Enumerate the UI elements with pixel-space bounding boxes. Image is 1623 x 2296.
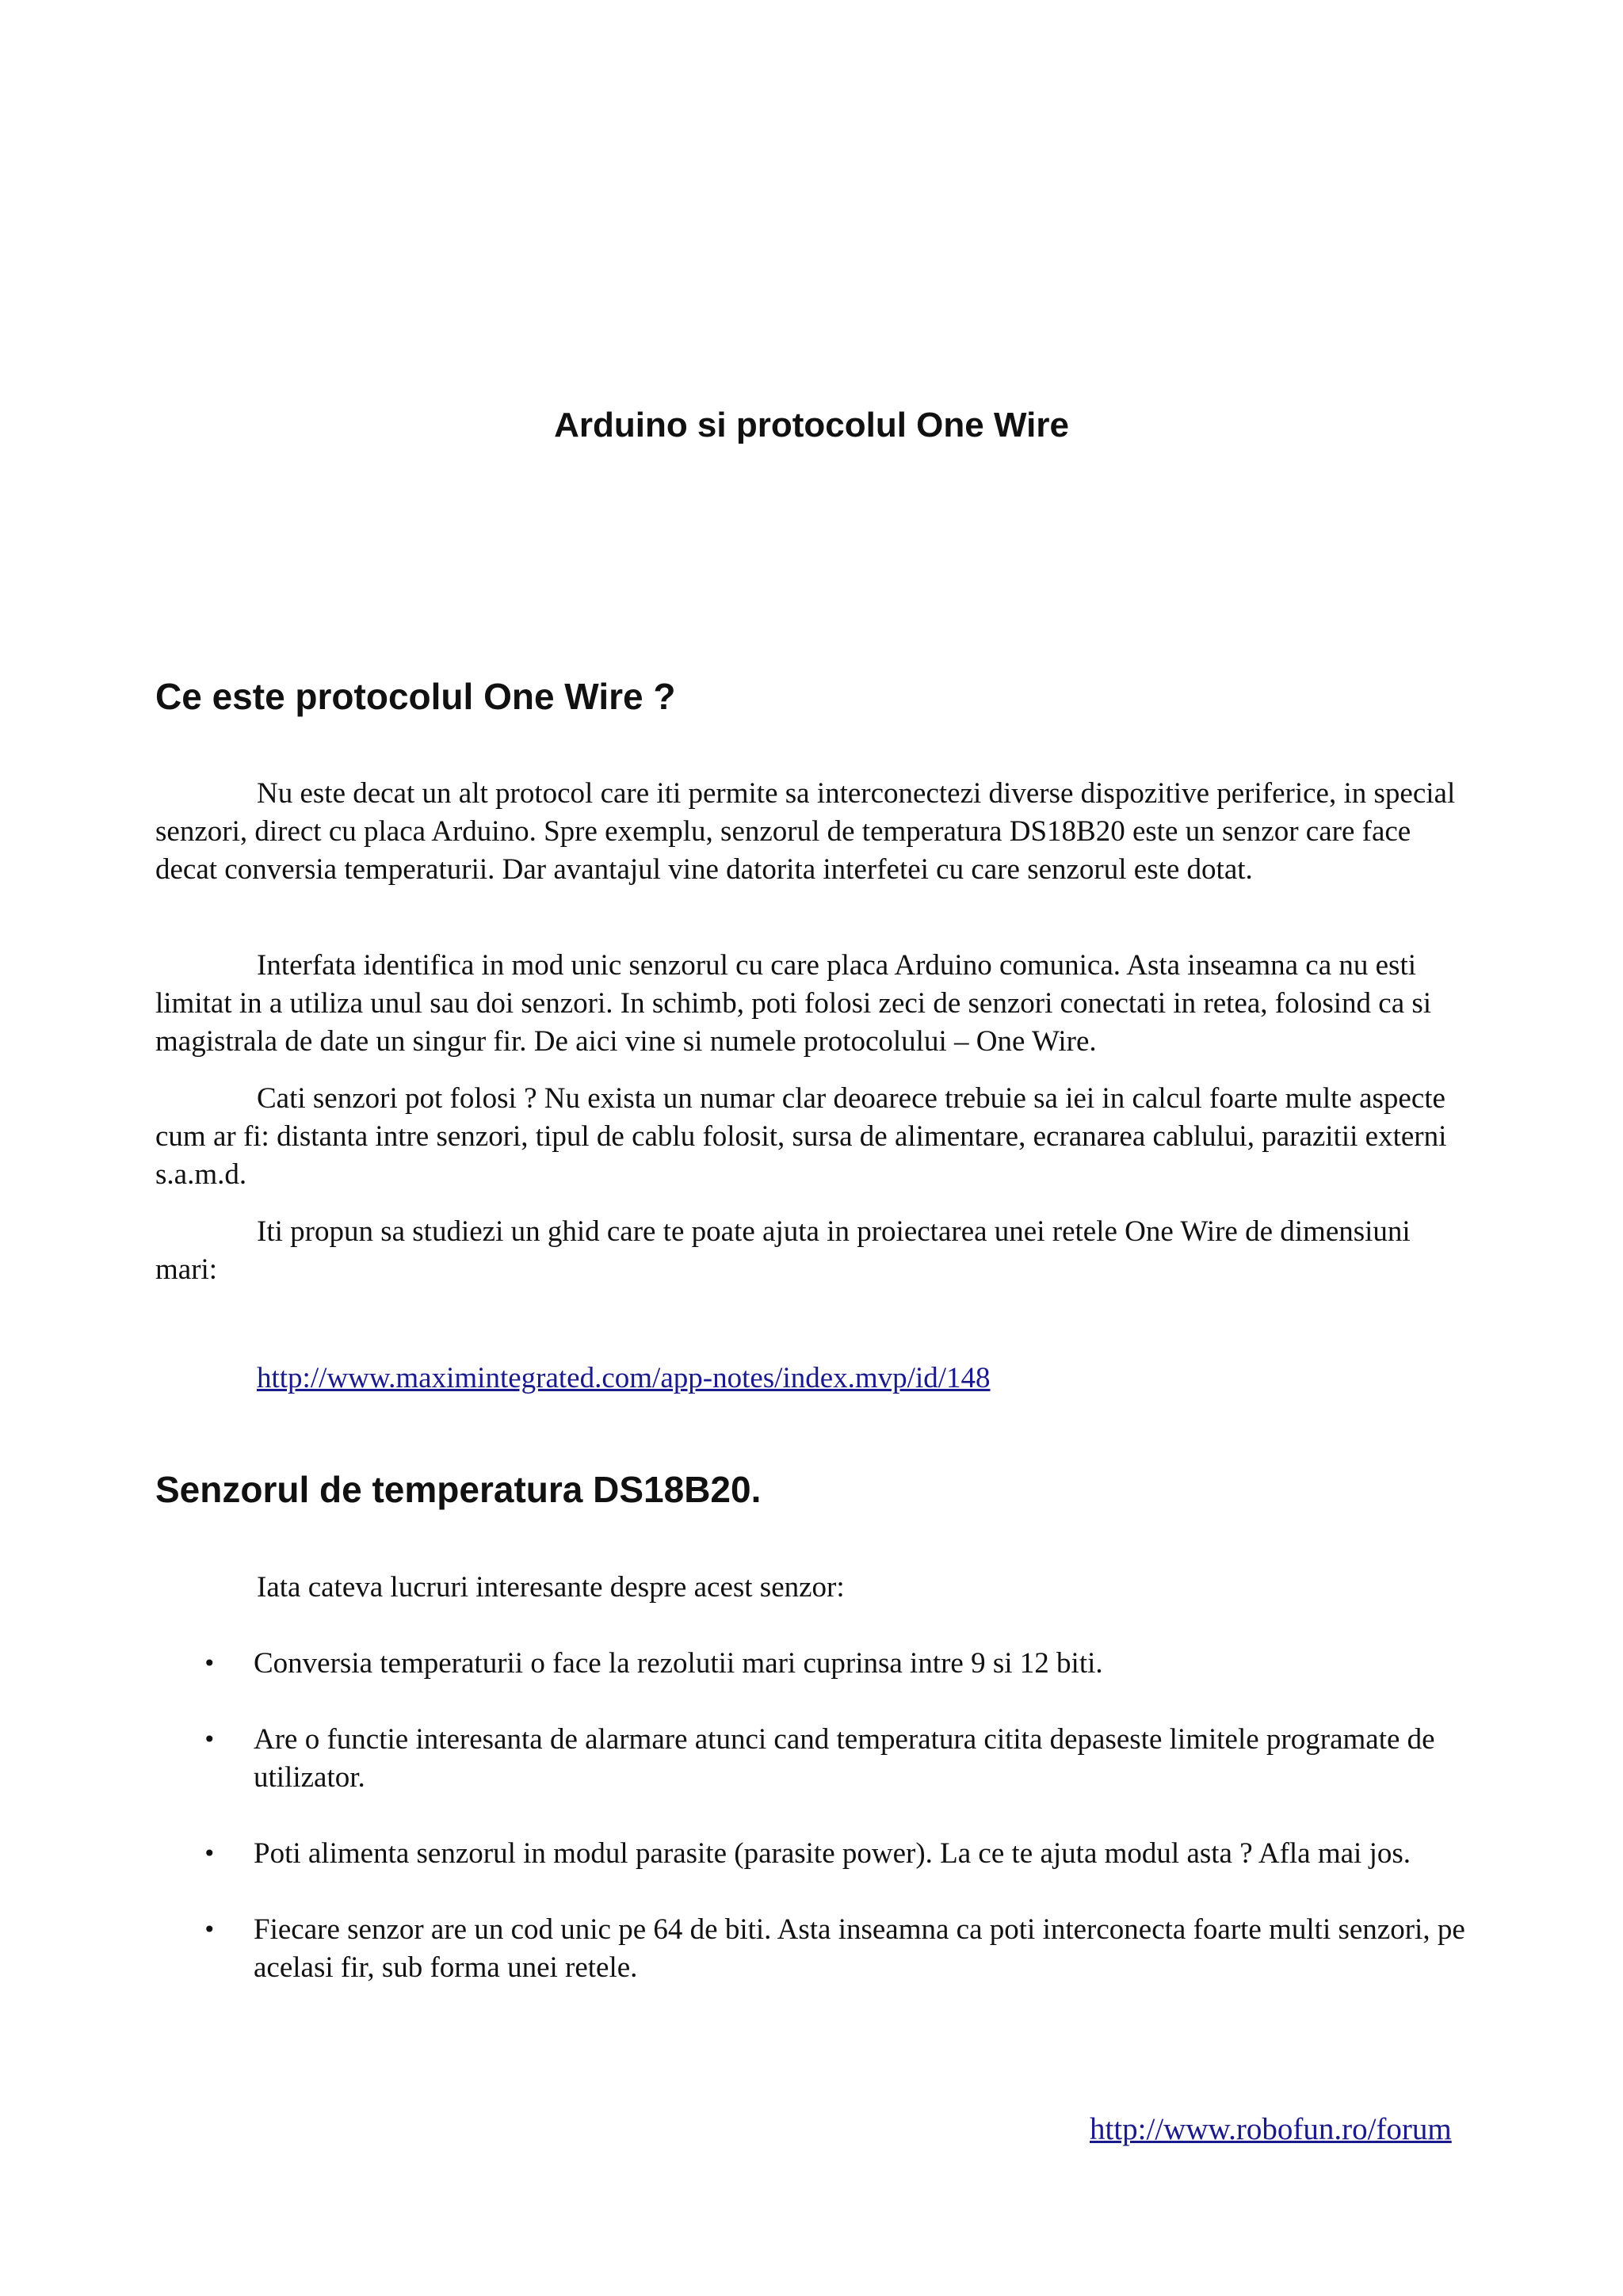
bullet-icon: • bbox=[203, 1726, 216, 1753]
list-item-text: Conversia temperaturii o face la rezolutii mari cuprinsa intre 9 si 12 biti. bbox=[254, 1647, 1103, 1680]
paragraph-sensor-count: Cati senzori pot folosi ? Nu exista un numar clar deoarece trebuie sa iei in calcul foarte multe aspecte cum ar fi: distanta intre senzori, tipul de cablu folosit, sursa de alimentare, ecranarea cablului, parazitii externi s.a.m.d. bbox=[155, 1082, 1447, 1191]
list-item bbox=[198, 1835, 1482, 1873]
paragraph-interface: Interfata identifica in mod unic senzorul cu care placa Arduino comunica. Asta inseamna ca nu esti limitat in a utiliza unul sau doi senzori. In schimb, poti folosi zeci de senzori conectati in retea, folosind ca si magistrala de date un singur fir. De aici vine si numele protocolului – One Wire. bbox=[155, 949, 1432, 1058]
list-item bbox=[198, 1911, 1482, 1987]
section-heading-ds18b20: Senzorul de temperatura DS18B20. bbox=[155, 1469, 762, 1510]
paragraph-intro: Nu este decat un alt protocol care iti permite sa interconectezi diverse dispozitive periferice, in special senzori, direct cu placa Arduino. Spre exemplu, senzorul de temperatura DS18B20 este un senzor care face decat conversia temperaturii. Dar avantajul vine datorita interfetei cu care senzorul este dotat. bbox=[155, 777, 1456, 886]
list-item bbox=[198, 1645, 1482, 1683]
bullet-icon: • bbox=[203, 1650, 216, 1676]
document-title: Arduino si protocolul One Wire bbox=[554, 406, 1069, 444]
list-item-text: Fiecare senzor are un cod unic pe 64 de biti. Asta inseamna ca poti interconecta foarte multi senzori, pe acelasi fir, sub forma unei retele. bbox=[254, 1913, 1465, 1984]
footer-forum-link[interactable]: http://www.robofun.ro/forum bbox=[1090, 2112, 1452, 2146]
bullet-icon: • bbox=[203, 1917, 216, 1943]
list-item-text: Poti alimenta senzorul in modul parasite (parasite power). La ce te ajuta modul asta ? Afla mai jos. bbox=[254, 1837, 1411, 1870]
list-item bbox=[198, 1721, 1482, 1797]
bullet-icon: • bbox=[203, 1840, 216, 1867]
paragraph-sensor-intro: Iata cateva lucruri interesante despre acest senzor: bbox=[257, 1571, 845, 1604]
paragraph-guide: Iti propun sa studiezi un ghid care te poate ajuta in proiectarea unei retele One Wire de dimensiuni mari: bbox=[155, 1215, 1411, 1286]
section-heading-one-wire: Ce este protocolul One Wire ? bbox=[155, 676, 676, 717]
maxim-app-note-link[interactable]: http://www.maximintegrated.com/app-notes/index.mvp/id/148 bbox=[257, 1362, 991, 1394]
feature-list bbox=[198, 1645, 1482, 1987]
list-item-text: Are o functie interesanta de alarmare atunci cand temperatura citita depaseste limitele programate de utilizator. bbox=[254, 1723, 1435, 1794]
